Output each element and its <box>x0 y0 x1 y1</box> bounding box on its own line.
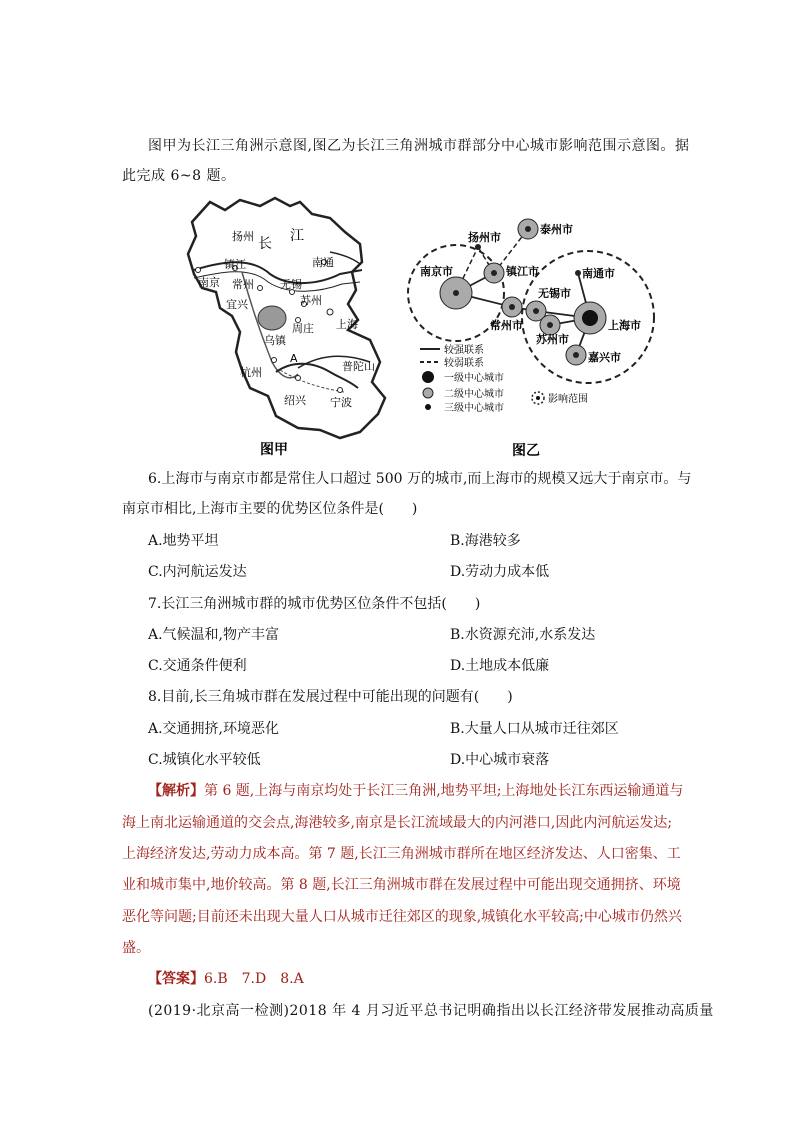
label-yixing: 宜兴 <box>226 298 248 311</box>
analysis-line-5: 恶化等问题;目前还未出现大量人口从城市迁往郊区的现象,城镇化水平较高;中心城市仍然兴 <box>122 909 682 925</box>
city-nanjing: 南京市 <box>420 265 453 278</box>
next-intro: (2019·北京高一检测)2018 年 4 月习近平总书记明确指出以长江经济带发展推动高质量 <box>148 1003 714 1019</box>
q8-option-c: C.城镇化水平较低 <box>148 752 261 768</box>
analysis-text-1: 第 6 题,上海与南京均处于长江三角洲,地势平坦;上海地处长江东西运输通道与 <box>204 783 684 799</box>
q8-option-d: D.中心城市衰落 <box>450 752 550 768</box>
label-yangzhou: 扬州 <box>232 230 254 243</box>
q8-stem: 8.目前,长三角城市群在发展过程中可能出现的问题有( ) <box>148 689 513 705</box>
intro-line-2: 此完成 6~8 题。 <box>122 168 236 184</box>
q6-option-a: A.地势平坦 <box>148 533 219 549</box>
label-suzhou: 苏州 <box>300 294 322 307</box>
q7-option-d: D.土地成本低廉 <box>450 658 550 674</box>
analysis-tag: 【解析】 <box>148 783 204 799</box>
label-wuzhen: 乌镇 <box>264 334 286 347</box>
label-changzhou: 常州 <box>232 278 254 291</box>
label-shaoxing: 绍兴 <box>284 394 306 407</box>
legend-level3: 三级中心城市 <box>444 403 504 414</box>
label-ningbo: 宁波 <box>330 396 352 409</box>
taihu-lake <box>258 306 286 330</box>
q6-option-d: D.劳动力成本低 <box>450 564 550 580</box>
q6-option-c: C.内河航运发达 <box>148 564 247 580</box>
label-putuoshan: 普陀山 <box>342 360 375 373</box>
q7-option-c: C.交通条件便利 <box>148 658 247 674</box>
label-jiang: 江 <box>290 228 304 244</box>
legend-weak: 较弱联系 <box>444 358 484 369</box>
city-jiaxing: 嘉兴市 <box>588 351 621 364</box>
analysis-line-3: 上海经济发达,劳动力成本高。第 7 题,长江三角洲城市群所在地区经济发达、人口密集、工 <box>122 846 681 862</box>
analysis-line-6: 盛。 <box>122 940 150 956</box>
answer-tag: 【答案】 <box>148 971 204 987</box>
city-shanghai: 上海市 <box>608 319 641 332</box>
city-zhenjiang: 镇江市 <box>506 265 539 278</box>
figure-a-caption: 图甲 <box>260 442 288 458</box>
q7-stem: 7.长江三角洲城市群的城市优势区位条件不包括( ) <box>148 596 481 612</box>
q8-option-a: A.交通拥挤,环境恶化 <box>148 721 280 737</box>
label-shanghai: 上海 <box>336 318 358 331</box>
label-zhouzhuang: 周庄 <box>292 322 314 335</box>
city-yangzhou: 扬州市 <box>468 231 501 244</box>
legend-strong: 较强联系 <box>444 345 484 356</box>
label-nanjing: 南京 <box>198 276 220 289</box>
city-suzhou: 苏州市 <box>536 333 569 346</box>
figure-b-caption: 图乙 <box>512 443 540 459</box>
q7-option-b: B.水资源充沛,水系发达 <box>450 627 596 643</box>
label-nantong: 南通 <box>312 256 334 269</box>
q6-line-1: 6.上海市与南京市都是常住人口超过 500 万的城市,而上海市的规模又远大于南京市。与 <box>148 471 692 487</box>
answer-line <box>148 968 304 988</box>
legend-range: 影响范围 <box>548 394 588 405</box>
label-chang: 长 <box>258 236 272 252</box>
analysis-line-1 <box>148 780 683 800</box>
city-wuxi: 无锡市 <box>538 287 571 300</box>
legend-level1: 一级中心城市 <box>444 373 504 384</box>
label-zhenjiang: 镇江 <box>224 258 246 271</box>
figure-b-diagram <box>400 205 670 460</box>
city-taizhou: 泰州市 <box>540 223 573 236</box>
q6-option-b: B.海港较多 <box>450 533 521 549</box>
intro-line-1: 图甲为长江三角洲示意图,图乙为长江三角洲城市群部分中心城市影响范围示意图。据 <box>148 138 690 154</box>
answer-text: 6.B 7.D 8.A <box>204 971 304 987</box>
city-changzhou: 常州市 <box>490 319 523 332</box>
label-hangzhou: 杭州 <box>240 366 262 379</box>
label-wuxi: 无锡 <box>280 278 302 291</box>
analysis-line-4: 业和城市集中,地价较高。第 8 题,长江三角洲城市群在发展过程中可能出现交通拥挤、环境 <box>122 877 681 893</box>
q7-option-a: A.气候温和,物产丰富 <box>148 627 280 643</box>
legend-level2: 二级中心城市 <box>444 389 504 400</box>
label-a: A <box>290 352 298 365</box>
figure-a-map <box>180 192 390 462</box>
q8-option-b: B.大量人口从城市迁往郊区 <box>450 721 619 737</box>
city-nantong: 南通市 <box>582 267 615 280</box>
q6-line-2: 南京市相比,上海市主要的优势区位条件是( ) <box>122 501 418 517</box>
analysis-line-2: 海上南北运输通道的交会点,海港较多,南京是长江流域最大的内河港口,因此内河航运发达; <box>122 815 673 831</box>
